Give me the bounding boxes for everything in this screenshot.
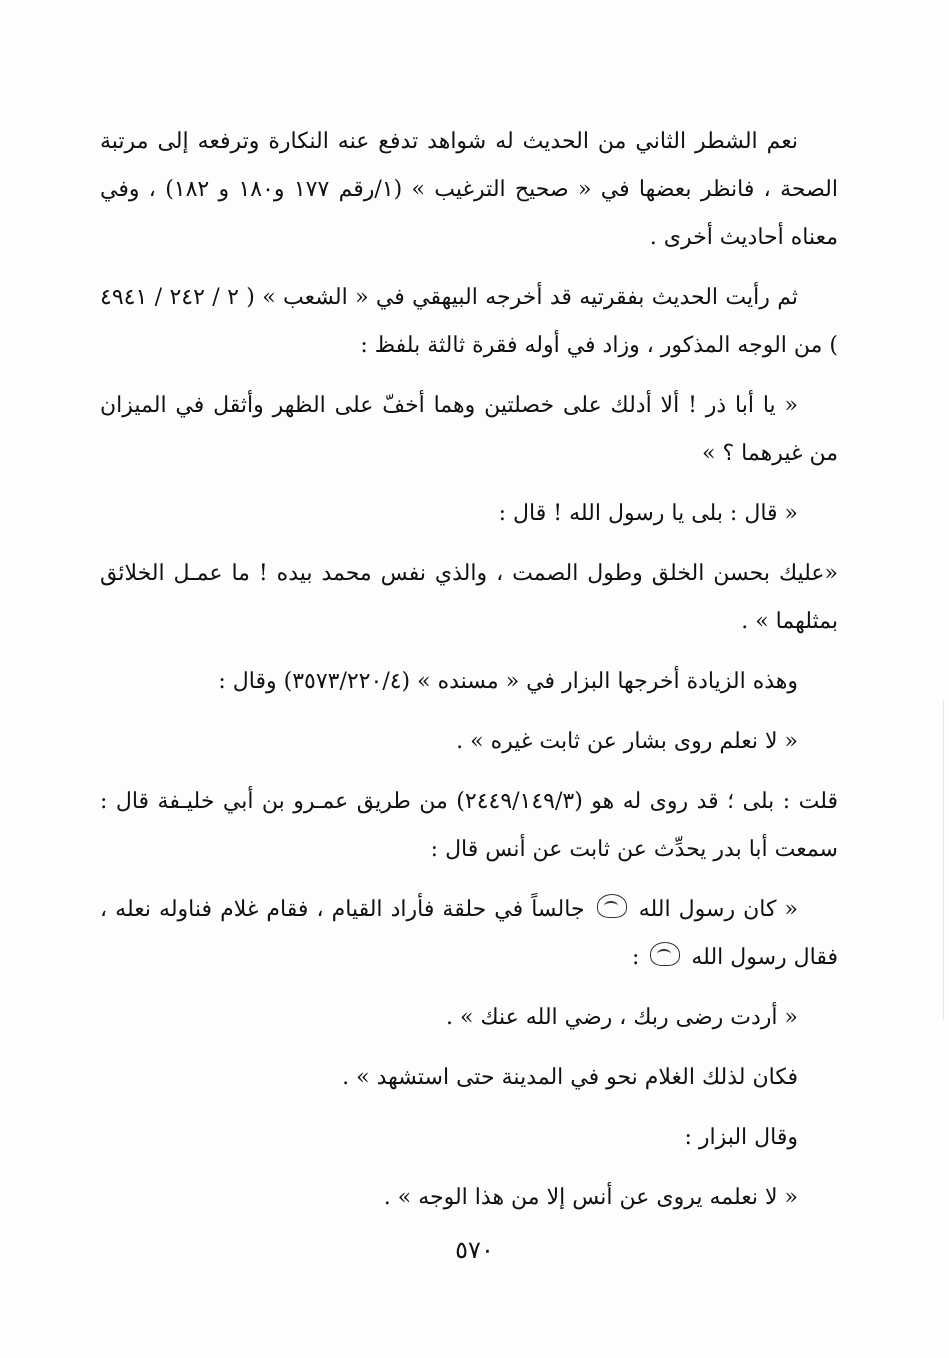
paragraph-1: نعم الشطر الثاني من الحديث له شواهد تدفع عنه النكارة وترفعه إلى مرتبة الصحة ، فانظر بعضها في « صحيح الترغيب » (١/رقم ١٧٧ و١٨٠ و ١٨٢) ، وفي معناه أحاديث أخرى . bbox=[100, 129, 838, 250]
paragraph-7: « لا نعلم روى بشار عن ثابت غيره » . bbox=[456, 729, 798, 754]
pbuh-seal-icon bbox=[597, 894, 627, 918]
paragraph-5: «عليك بحسن الخلق وطول الصمت ، والذي نفس محمد بيده ! ما عمـل الخلائق بمثلهما » . bbox=[100, 561, 838, 634]
paragraph-3: « يا أبا ذر ! ألا أدلك على خصلتين وهما أخفّ على الظهر وأثقل في الميزان من غيرهما ؟ » bbox=[100, 393, 838, 466]
paragraph-10: « أردت رضى ربك ، رضي الله عنك » . bbox=[446, 1005, 798, 1030]
paragraph-9-part-2: جالساً في حلقة فأراد القيام ، فقام غلام فناوله نعله ، فقال رسول الله bbox=[100, 897, 838, 970]
paragraph-9 bbox=[100, 886, 838, 982]
paragraph-9-part-1: « كان رسول الله bbox=[638, 897, 798, 922]
paragraph-11: فكان لذلك الغلام نحو في المدينة حتى استشهد » . bbox=[342, 1065, 798, 1090]
paragraph-6: وهذه الزيادة أخرجها البزار في « مسنده » (٣٥٧٣/٢٢٠/٤) وقال : bbox=[218, 669, 798, 694]
paragraph-8: قلت : بلى ؛ قد روى له هو (٢٤٤٩/١٤٩/٣) من طريق عمـرو بن أبي خليـفة قال : سمعت أبا بدر يحدِّث عن ثابت عن أنس قال : bbox=[100, 789, 838, 862]
paragraph-2: ثم رأيت الحديث بفقرتيه قد أخرجه البيهقي في « الشعب » ( ٢ / ٢٤٢ / ٤٩٤١ ) من الوجه المذكور ، وزاد في أوله فقرة ثالثة بلفظ : bbox=[100, 285, 838, 358]
paragraph-9-part-3: : bbox=[631, 945, 640, 970]
paragraph-12: وقال البزار : bbox=[684, 1125, 798, 1150]
scan-edge-line bbox=[943, 700, 944, 1020]
page-number: ٥٧٠ bbox=[455, 1236, 494, 1264]
paragraph-13: « لا نعلمه يروى عن أنس إلا من هذا الوجه » . bbox=[383, 1185, 798, 1210]
paragraph-4: « قال : بلى يا رسول الله ! قال : bbox=[498, 501, 798, 526]
pbuh-seal-icon bbox=[650, 942, 680, 966]
body-text bbox=[100, 118, 838, 1234]
